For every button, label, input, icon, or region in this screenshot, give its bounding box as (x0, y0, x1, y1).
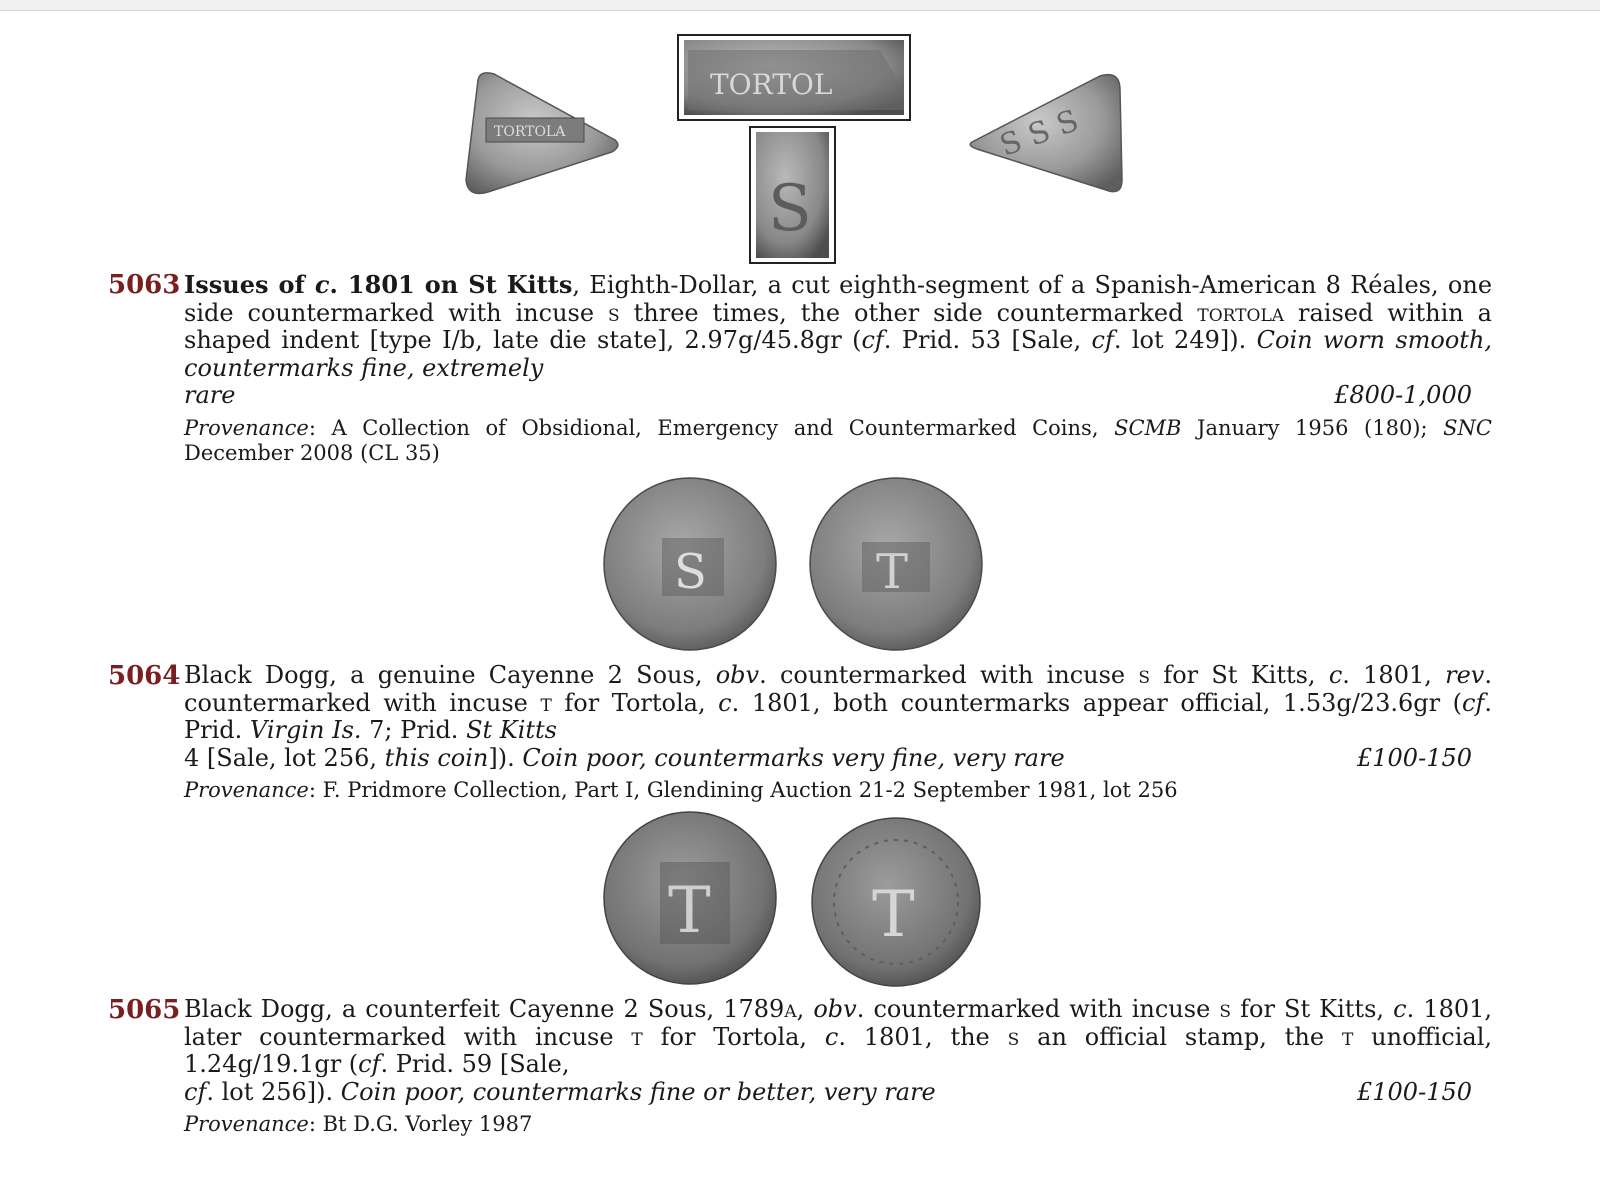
lot-description: Black Dogg, a counterfeit Cayenne 2 Sous, 1789a, obv. countermarked with incuse s for St Kitts, c. 1801, later countermarked with incuse t for Tortola, c. 1801, the s an official stamp, the t unofficial, 1.24g/19.1gr (cf. Prid. 59 [Sale, cf. lot 256]). Coin poor, countermarks fine or better, very rare £100-150 (184, 995, 1493, 1106)
rev-mark: T (872, 878, 915, 952)
condition: Coin poor, countermarks fine or better, very rare (340, 1077, 936, 1106)
lot-5064-figure (600, 476, 990, 656)
lot-number: 5064 (108, 661, 181, 691)
estimate-price: £100-150 (1357, 743, 1472, 772)
s-detail-text: S (768, 172, 812, 246)
cut-segment-reverse-image (970, 75, 1122, 192)
coin-obverse-image (604, 478, 776, 650)
lot-5065 (108, 996, 1492, 1137)
provenance: Provenance: Bt D.G. Vorley 1987 (184, 1112, 533, 1136)
viewer-top-bar (0, 0, 1600, 11)
lot-5063-figure (460, 30, 1140, 270)
stamp-text: TORTOLA (494, 124, 566, 140)
lot-5064 (108, 662, 1492, 803)
lot-description: Black Dogg, a genuine Cayenne 2 Sous, obv. countermarked with incuse s for St Kitts, c. 1801, rev. countermarked with incuse t for Tortola, c. 1801, both countermarks appear official, 1.53g/23.6gr (cf. Prid. Virgin Is. 7; Prid. St Kitts 4 [Sale, lot 256, this coin]). Coin poor, countermarks very fine, very rare £100-150 (184, 661, 1493, 772)
estimate-price: £100-150 (1357, 1077, 1472, 1106)
stamp-detail-image (678, 35, 910, 120)
condition: Coin poor, countermarks very fine, very rare (522, 743, 1065, 772)
s-marks-text: S S S (995, 103, 1084, 164)
lot-number: 5065 (108, 995, 181, 1025)
provenance: Provenance: F. Pridmore Collection, Part I, Glendining Auction 21-2 September 1981, lot 256 (184, 778, 1178, 802)
lot-5063 (108, 271, 1492, 466)
rev-mark: T (876, 544, 909, 600)
condition: Coin worn smooth, countermarks fine, extremely (184, 326, 1493, 382)
estimate-price: £800-1,000 (1334, 381, 1472, 409)
cut-segment-obverse-image (466, 73, 618, 194)
s-detail-image (750, 127, 835, 263)
coin-reverse-image (812, 818, 980, 986)
lot-5065-figure (600, 810, 990, 990)
obv-mark: T (668, 874, 711, 948)
coin-obverse-image (604, 812, 776, 984)
lot-title: Issues of c. 1801 on St Kitts (184, 270, 573, 299)
stamp-detail-text: TORTOL (710, 68, 833, 101)
coin-reverse-image (810, 478, 982, 650)
obv-mark: S (674, 544, 707, 600)
lot-number: 5063 (108, 270, 181, 300)
condition-cont: rare (184, 381, 236, 409)
lot-description: Issues of c. 1801 on St Kitts, Eighth-Dollar, a cut eighth-segment of a Spanish-American 8 Réales, one side countermarked with incuse s three times, the other side countermarked tortola raised within a shaped indent [type I/b, late die state], 2.97g/45.8gr (cf. Prid. 53 [Sale, cf. lot 249]). Coin worn smooth, countermarks fine, extremely rare £800-1,000 (184, 270, 1493, 409)
provenance: Provenance: A Collection of Obsidional, Emergency and Countermarked Coins, SCMB January 1956 (180); SNC December 2008 (CL 35) (184, 415, 1492, 465)
